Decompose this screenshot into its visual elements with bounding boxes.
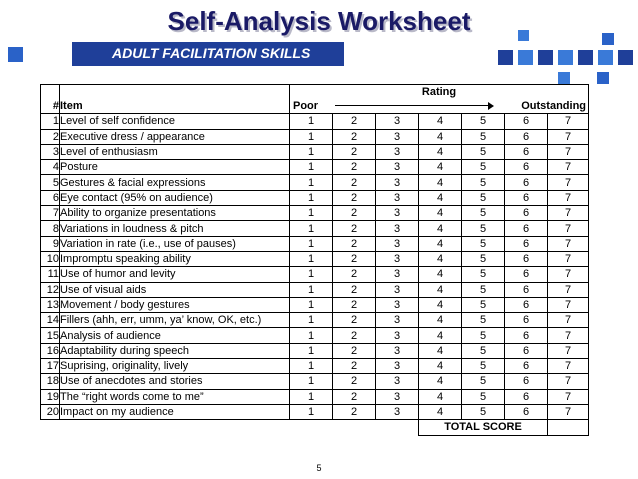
rating-option[interactable]: 6 xyxy=(505,374,548,389)
rating-option[interactable]: 3 xyxy=(376,313,419,328)
rating-option[interactable]: 3 xyxy=(376,297,419,312)
rating-option[interactable]: 6 xyxy=(505,389,548,404)
rating-option[interactable]: 6 xyxy=(505,297,548,312)
row-number: 19 xyxy=(41,389,60,404)
row-item: Adaptability during speech xyxy=(60,343,290,358)
rating-option[interactable]: 7 xyxy=(548,251,589,266)
row-item: Use of anecdotes and stories xyxy=(60,374,290,389)
rating-option[interactable]: 6 xyxy=(505,221,548,236)
rating-option[interactable]: 5 xyxy=(462,144,505,159)
rating-option[interactable]: 1 xyxy=(290,359,333,374)
rating-option[interactable]: 4 xyxy=(419,114,462,129)
total-score-field[interactable] xyxy=(548,420,589,435)
rating-option[interactable]: 1 xyxy=(290,313,333,328)
rating-option[interactable]: 5 xyxy=(462,404,505,419)
rating-option[interactable]: 1 xyxy=(290,236,333,251)
rating-option[interactable]: 7 xyxy=(548,144,589,159)
subtitle-banner xyxy=(72,42,344,66)
rating-option[interactable]: 2 xyxy=(333,251,376,266)
table-row xyxy=(41,313,589,328)
table-row xyxy=(41,267,589,282)
blank-cell xyxy=(333,420,376,435)
rating-option[interactable]: 6 xyxy=(505,160,548,175)
rating-option[interactable]: 1 xyxy=(290,190,333,205)
table-row xyxy=(41,389,589,404)
rating-option[interactable]: 3 xyxy=(376,343,419,358)
rating-option[interactable]: 3 xyxy=(376,404,419,419)
rating-option[interactable]: 5 xyxy=(462,175,505,190)
table-row xyxy=(41,328,589,343)
row-item: Posture xyxy=(60,160,290,175)
rating-option[interactable]: 7 xyxy=(548,328,589,343)
rating-option[interactable]: 7 xyxy=(548,343,589,358)
rating-option[interactable]: 1 xyxy=(290,374,333,389)
rating-rows xyxy=(41,114,589,420)
blank-cell xyxy=(290,420,333,435)
rating-option[interactable]: 2 xyxy=(333,282,376,297)
table-row xyxy=(41,282,589,297)
rating-option[interactable]: 7 xyxy=(548,389,589,404)
rating-option[interactable]: 5 xyxy=(462,236,505,251)
poor-label: Poor xyxy=(293,100,319,112)
table-row xyxy=(41,343,589,358)
row-item: Variation in rate (i.e., use of pauses) xyxy=(60,236,290,251)
rating-option[interactable]: 6 xyxy=(505,206,548,221)
rating-option[interactable]: 5 xyxy=(462,251,505,266)
table-row xyxy=(41,206,589,221)
decor-square xyxy=(8,47,23,62)
rating-option[interactable]: 5 xyxy=(462,389,505,404)
table-row xyxy=(41,190,589,205)
row-number: 10 xyxy=(41,251,60,266)
rating-scale-header xyxy=(290,99,589,114)
rating-option[interactable]: 4 xyxy=(419,221,462,236)
rating-option[interactable]: 2 xyxy=(333,206,376,221)
rating-option[interactable]: 3 xyxy=(376,114,419,129)
rating-option[interactable]: 1 xyxy=(290,389,333,404)
rating-option[interactable]: 5 xyxy=(462,328,505,343)
row-number: 20 xyxy=(41,404,60,419)
rating-option[interactable]: 4 xyxy=(419,267,462,282)
number-header: # xyxy=(41,99,60,114)
item-header: Item xyxy=(60,99,290,114)
rating-option[interactable]: 7 xyxy=(548,114,589,129)
decor-square xyxy=(518,30,529,41)
rating-option[interactable]: 2 xyxy=(333,328,376,343)
rating-label: Rating xyxy=(421,86,457,98)
rating-option[interactable]: 1 xyxy=(290,160,333,175)
decor-square xyxy=(558,50,573,65)
rating-option[interactable]: 4 xyxy=(419,190,462,205)
rating-option[interactable]: 2 xyxy=(333,221,376,236)
rating-option[interactable]: 6 xyxy=(505,282,548,297)
rating-option[interactable]: 4 xyxy=(419,206,462,221)
row-number: 2 xyxy=(41,129,60,144)
rating-option[interactable]: 1 xyxy=(290,282,333,297)
table-row xyxy=(41,236,589,251)
rating-option[interactable]: 3 xyxy=(376,251,419,266)
row-item: Gestures & facial expressions xyxy=(60,175,290,190)
rating-option[interactable]: 7 xyxy=(548,206,589,221)
row-number: 8 xyxy=(41,221,60,236)
rating-option[interactable]: 3 xyxy=(376,374,419,389)
decor-square xyxy=(597,72,609,84)
table-row xyxy=(41,144,589,159)
rating-option[interactable]: 7 xyxy=(548,282,589,297)
row-item: Executive dress / appearance xyxy=(60,129,290,144)
rating-option[interactable]: 6 xyxy=(505,175,548,190)
table-row xyxy=(41,359,589,374)
rating-option[interactable]: 5 xyxy=(462,313,505,328)
rating-option[interactable]: 3 xyxy=(376,129,419,144)
rating-option[interactable]: 2 xyxy=(333,313,376,328)
rating-option[interactable]: 6 xyxy=(505,251,548,266)
blank-cell xyxy=(60,420,290,435)
rating-option[interactable]: 7 xyxy=(548,297,589,312)
rating-option[interactable]: 7 xyxy=(548,359,589,374)
rating-option[interactable]: 1 xyxy=(290,129,333,144)
rating-option[interactable]: 6 xyxy=(505,129,548,144)
rating-option[interactable]: 4 xyxy=(419,175,462,190)
row-number: 18 xyxy=(41,374,60,389)
table-row xyxy=(41,160,589,175)
rating-option[interactable]: 7 xyxy=(548,190,589,205)
arrowhead-icon xyxy=(488,102,494,110)
rating-option[interactable]: 3 xyxy=(376,190,419,205)
table-row xyxy=(41,175,589,190)
row-item: The “right words come to me” xyxy=(60,389,290,404)
rating-option[interactable]: 5 xyxy=(462,267,505,282)
decor-square xyxy=(578,50,593,65)
row-item: Movement / body gestures xyxy=(60,297,290,312)
rating-option[interactable]: 1 xyxy=(290,251,333,266)
table-row xyxy=(41,129,589,144)
rating-option[interactable]: 4 xyxy=(419,160,462,175)
rating-option[interactable]: 2 xyxy=(333,374,376,389)
rating-option[interactable]: 5 xyxy=(462,190,505,205)
rating-option[interactable]: 2 xyxy=(333,114,376,129)
rating-option[interactable]: 2 xyxy=(333,267,376,282)
rating-option[interactable]: 5 xyxy=(462,129,505,144)
row-number: 11 xyxy=(41,267,60,282)
rating-option[interactable]: 4 xyxy=(419,404,462,419)
rating-option[interactable]: 4 xyxy=(419,343,462,358)
row-item: Impromptu speaking ability xyxy=(60,251,290,266)
rating-option[interactable]: 2 xyxy=(333,297,376,312)
row-number: 1 xyxy=(41,114,60,129)
rating-option[interactable]: 6 xyxy=(505,328,548,343)
rating-option[interactable]: 4 xyxy=(419,389,462,404)
rating-option[interactable]: 4 xyxy=(419,328,462,343)
row-number: 4 xyxy=(41,160,60,175)
decor-square xyxy=(602,33,614,45)
header-spacer xyxy=(60,85,290,100)
rating-option[interactable]: 1 xyxy=(290,343,333,358)
row-number: 3 xyxy=(41,144,60,159)
rating-option[interactable]: 7 xyxy=(548,374,589,389)
rating-option[interactable]: 2 xyxy=(333,144,376,159)
rating-option[interactable]: 2 xyxy=(333,175,376,190)
rating-option[interactable]: 1 xyxy=(290,221,333,236)
table-row xyxy=(41,114,589,129)
rating-option[interactable]: 7 xyxy=(548,129,589,144)
row-number: 12 xyxy=(41,282,60,297)
row-number: 14 xyxy=(41,313,60,328)
rating-option[interactable]: 4 xyxy=(419,144,462,159)
rating-option[interactable]: 2 xyxy=(333,160,376,175)
rating-option[interactable]: 1 xyxy=(290,206,333,221)
rating-option[interactable]: 3 xyxy=(376,160,419,175)
rating-option[interactable]: 3 xyxy=(376,144,419,159)
rating-option[interactable]: 2 xyxy=(333,190,376,205)
rating-option[interactable]: 7 xyxy=(548,221,589,236)
rating-option[interactable]: 4 xyxy=(419,374,462,389)
decor-square xyxy=(498,50,513,65)
rating-option[interactable]: 6 xyxy=(505,190,548,205)
row-number: 5 xyxy=(41,175,60,190)
row-number: 16 xyxy=(41,343,60,358)
row-number: 15 xyxy=(41,328,60,343)
rating-option[interactable]: 3 xyxy=(376,236,419,251)
rating-option[interactable]: 4 xyxy=(419,359,462,374)
rating-option[interactable]: 3 xyxy=(376,328,419,343)
rating-option[interactable]: 6 xyxy=(505,114,548,129)
row-item: Use of visual aids xyxy=(60,282,290,297)
rating-option[interactable]: 1 xyxy=(290,404,333,419)
row-item: Suprising, originality, lively xyxy=(60,359,290,374)
row-number: 7 xyxy=(41,206,60,221)
rating-option[interactable]: 4 xyxy=(419,129,462,144)
rating-option[interactable]: 6 xyxy=(505,313,548,328)
row-item: Eye contact (95% on audience) xyxy=(60,190,290,205)
table-row xyxy=(41,404,589,419)
decor-square xyxy=(558,72,570,84)
page-number: 5 xyxy=(316,463,322,473)
blank-cell xyxy=(376,420,419,435)
rating-option[interactable]: 6 xyxy=(505,144,548,159)
rating-option[interactable]: 1 xyxy=(290,328,333,343)
rating-option[interactable]: 4 xyxy=(419,251,462,266)
row-item: Use of humor and levity xyxy=(60,267,290,282)
decor-square xyxy=(518,50,533,65)
rating-option[interactable]: 2 xyxy=(333,359,376,374)
row-number: 9 xyxy=(41,236,60,251)
rating-option[interactable]: 3 xyxy=(376,359,419,374)
rating-header xyxy=(290,85,589,100)
rating-option[interactable]: 2 xyxy=(333,236,376,251)
row-item: Ability to organize presentations xyxy=(60,206,290,221)
rating-option[interactable]: 2 xyxy=(333,343,376,358)
rating-option[interactable]: 4 xyxy=(419,236,462,251)
row-item: Fillers (ahh, err, umm, ya’ know, OK, etc.) xyxy=(60,313,290,328)
rating-option[interactable]: 1 xyxy=(290,267,333,282)
rating-option[interactable]: 1 xyxy=(290,297,333,312)
subtitle: ADULT FACILITATION SKILLS xyxy=(112,45,311,61)
rating-option[interactable]: 7 xyxy=(548,160,589,175)
decor-square xyxy=(618,50,633,65)
outstanding-label: Outstanding xyxy=(521,100,587,112)
rating-option[interactable]: 5 xyxy=(462,114,505,129)
rating-option[interactable]: 3 xyxy=(376,221,419,236)
rating-option[interactable]: 5 xyxy=(462,343,505,358)
row-item: Analysis of audience xyxy=(60,328,290,343)
rating-option[interactable]: 3 xyxy=(376,267,419,282)
rating-option[interactable]: 2 xyxy=(333,389,376,404)
rating-option[interactable]: 3 xyxy=(376,282,419,297)
rating-option[interactable]: 3 xyxy=(376,175,419,190)
row-number: 13 xyxy=(41,297,60,312)
table-row xyxy=(41,297,589,312)
table-row xyxy=(41,374,589,389)
rating-option[interactable]: 6 xyxy=(505,404,548,419)
rating-option[interactable]: 7 xyxy=(548,175,589,190)
table-row xyxy=(41,221,589,236)
rating-option[interactable]: 1 xyxy=(290,175,333,190)
rating-option[interactable]: 7 xyxy=(548,404,589,419)
rating-option[interactable]: 2 xyxy=(333,129,376,144)
row-number: 17 xyxy=(41,359,60,374)
worksheet xyxy=(40,84,588,436)
row-number: 6 xyxy=(41,190,60,205)
rating-option[interactable]: 1 xyxy=(290,114,333,129)
rating-option[interactable]: 1 xyxy=(290,144,333,159)
rating-option[interactable]: 4 xyxy=(419,282,462,297)
rating-option[interactable]: 7 xyxy=(548,313,589,328)
header-spacer xyxy=(41,85,60,100)
rating-option[interactable]: 3 xyxy=(376,206,419,221)
rating-table xyxy=(40,84,589,436)
rating-option[interactable]: 5 xyxy=(462,297,505,312)
rating-option[interactable]: 5 xyxy=(462,374,505,389)
decor-square xyxy=(598,50,613,65)
total-score-label: TOTAL SCORE xyxy=(419,420,548,435)
rating-option[interactable]: 4 xyxy=(419,297,462,312)
rating-option[interactable]: 5 xyxy=(462,160,505,175)
rating-option[interactable]: 5 xyxy=(462,221,505,236)
row-item: Level of enthusiasm xyxy=(60,144,290,159)
rating-option[interactable]: 4 xyxy=(419,313,462,328)
rating-option[interactable]: 5 xyxy=(462,282,505,297)
rating-option[interactable]: 5 xyxy=(462,359,505,374)
rating-option[interactable]: 2 xyxy=(333,404,376,419)
row-item: Variations in loudness & pitch xyxy=(60,221,290,236)
row-item: Impact on my audience xyxy=(60,404,290,419)
rating-option[interactable]: 6 xyxy=(505,267,548,282)
page-title: Self-Analysis Worksheet xyxy=(167,6,471,36)
rating-option[interactable]: 6 xyxy=(505,359,548,374)
decor-square xyxy=(538,50,553,65)
rating-option[interactable]: 7 xyxy=(548,236,589,251)
table-row xyxy=(41,251,589,266)
rating-option[interactable]: 3 xyxy=(376,389,419,404)
scale-arrow xyxy=(335,105,488,106)
row-item: Level of self confidence xyxy=(60,114,290,129)
blank-cell xyxy=(41,420,60,435)
rating-option[interactable]: 6 xyxy=(505,343,548,358)
rating-option[interactable]: 6 xyxy=(505,236,548,251)
rating-option[interactable]: 7 xyxy=(548,267,589,282)
rating-option[interactable]: 5 xyxy=(462,206,505,221)
